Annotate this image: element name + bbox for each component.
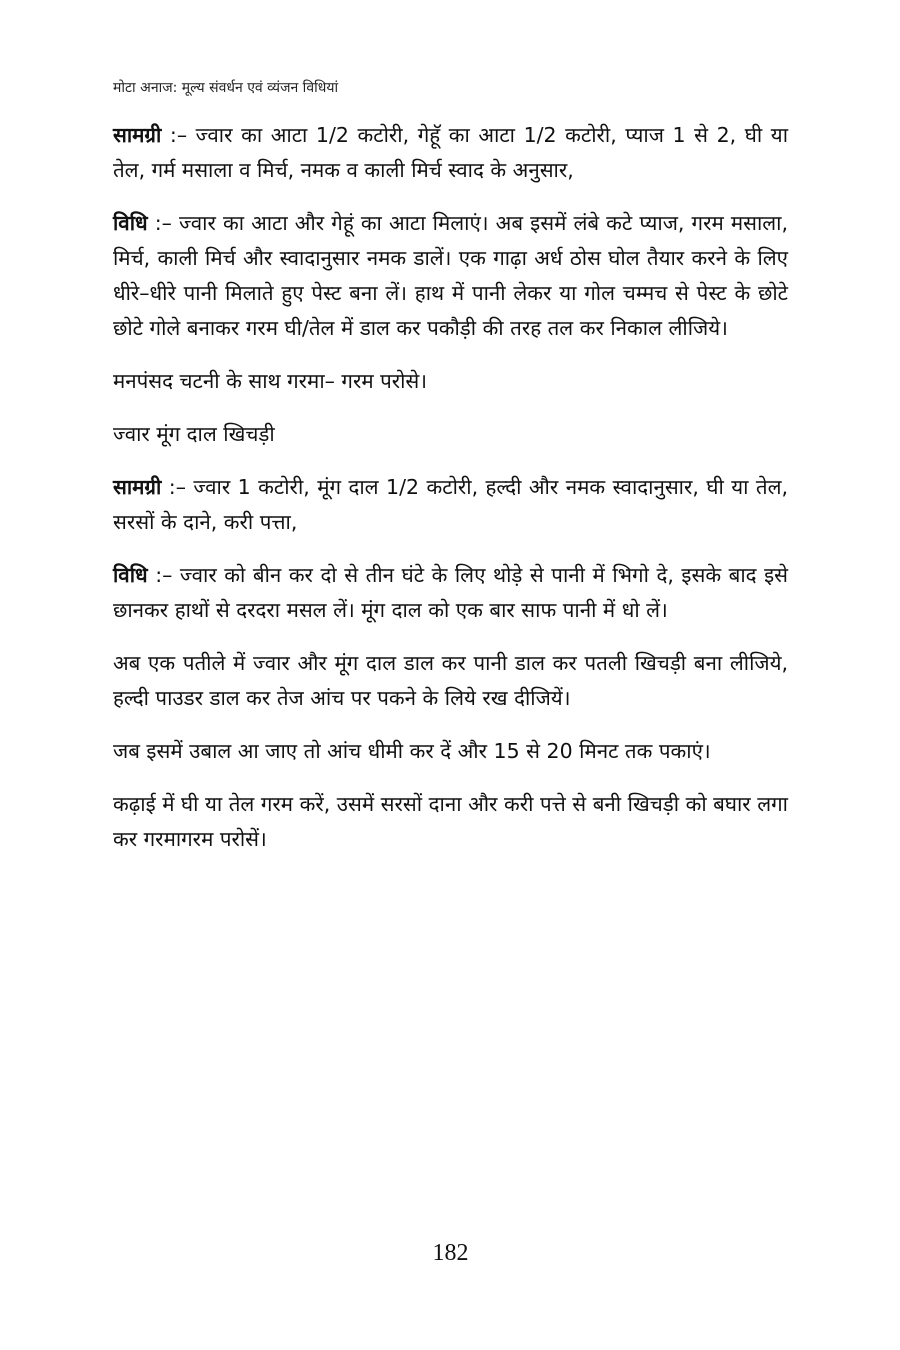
recipe2-title: ज्वार मूंग दाल खिचड़ी [113,422,275,446]
method-text: :– ज्वार को बीन कर दो से तीन घंटे के लिए थोड़े से पानी में भिगो दे, इसके बाद इसे छानकर हाथों से दरदरा मसल लें। मूंग दाल को एक बार साफ पानी में धो लें। [113,563,788,622]
method-label: विधि [113,563,148,587]
page-body [113,118,788,875]
book-page [113,0,788,1350]
running-header: मोटा अनाज: मूल्य संवर्धन एवं व्यंजन विधियां [113,80,339,96]
recipe2-step-2: अब एक पतीले में ज्वार और मूंग दाल डाल कर पानी डाल कर पतली खिचड़ी बना लीजिये, हल्दी पाउडर डाल कर तेज आंच पर पकने के लिये रख दीजियें। [113,651,788,710]
ingredients-label: सामग्री [113,475,162,499]
ingredients-label: सामग्री [113,123,162,147]
recipe2-ingredients [113,470,788,540]
recipe1-serving: मनपंसद चटनी के साथ गरमा– गरम परोसे। [113,369,428,393]
method-text: :– ज्वार का आटा और गेहूं का आटा मिलाएं। अब इसमें लंबे कटे प्याज, गरम मसाला, मिर्च, काली मिर्च और स्वादानुसार नमक डालें। एक गाढ़ा अर्ध ठोस घोल तैयार करने के लिए धीरे–धीरे पानी मिलाते हुए पेस्ट बना लें। हाथ में पानी लेकर या गोल चम्मच से पेस्ट के छोटे छोटे गोले बनाकर गरम घी/तेल में डाल कर पकौड़ी की तरह तल कर निकाल लीजिये। [113,211,788,340]
recipe2-step-4: कढ़ाई में घी या तेल गरम करें, उसमें सरसों दाना और करी पत्ते से बनी खिचड़ी को बघार लगा कर गरमागरम परोसें। [113,792,788,851]
recipe2-method [113,558,788,628]
recipe2-step-3: जब इसमें उबाल आ जाए तो आंच धीमी कर दें और 15 से 20 मिनट तक पकाएं। [113,739,711,763]
recipe1-method [113,206,788,346]
ingredients-text: :– ज्वार का आटा 1/2 कटोरी, गेहूॅ का आटा 1/2 कटोरी, प्याज 1 से 2, घी या तेल, गर्म मसाला व मिर्च, नमक व काली मिर्च स्वाद के अनुसार, [113,123,788,182]
recipe1-ingredients [113,118,788,188]
page-number: 182 [432,1240,469,1266]
ingredients-text: :– ज्वार 1 कटोरी, मूंग दाल 1/2 कटोरी, हल्दी और नमक स्वादानुसार, घी या तेल, सरसों के दाने, करी पत्ता, [113,475,788,534]
method-label: विधि [113,211,148,235]
